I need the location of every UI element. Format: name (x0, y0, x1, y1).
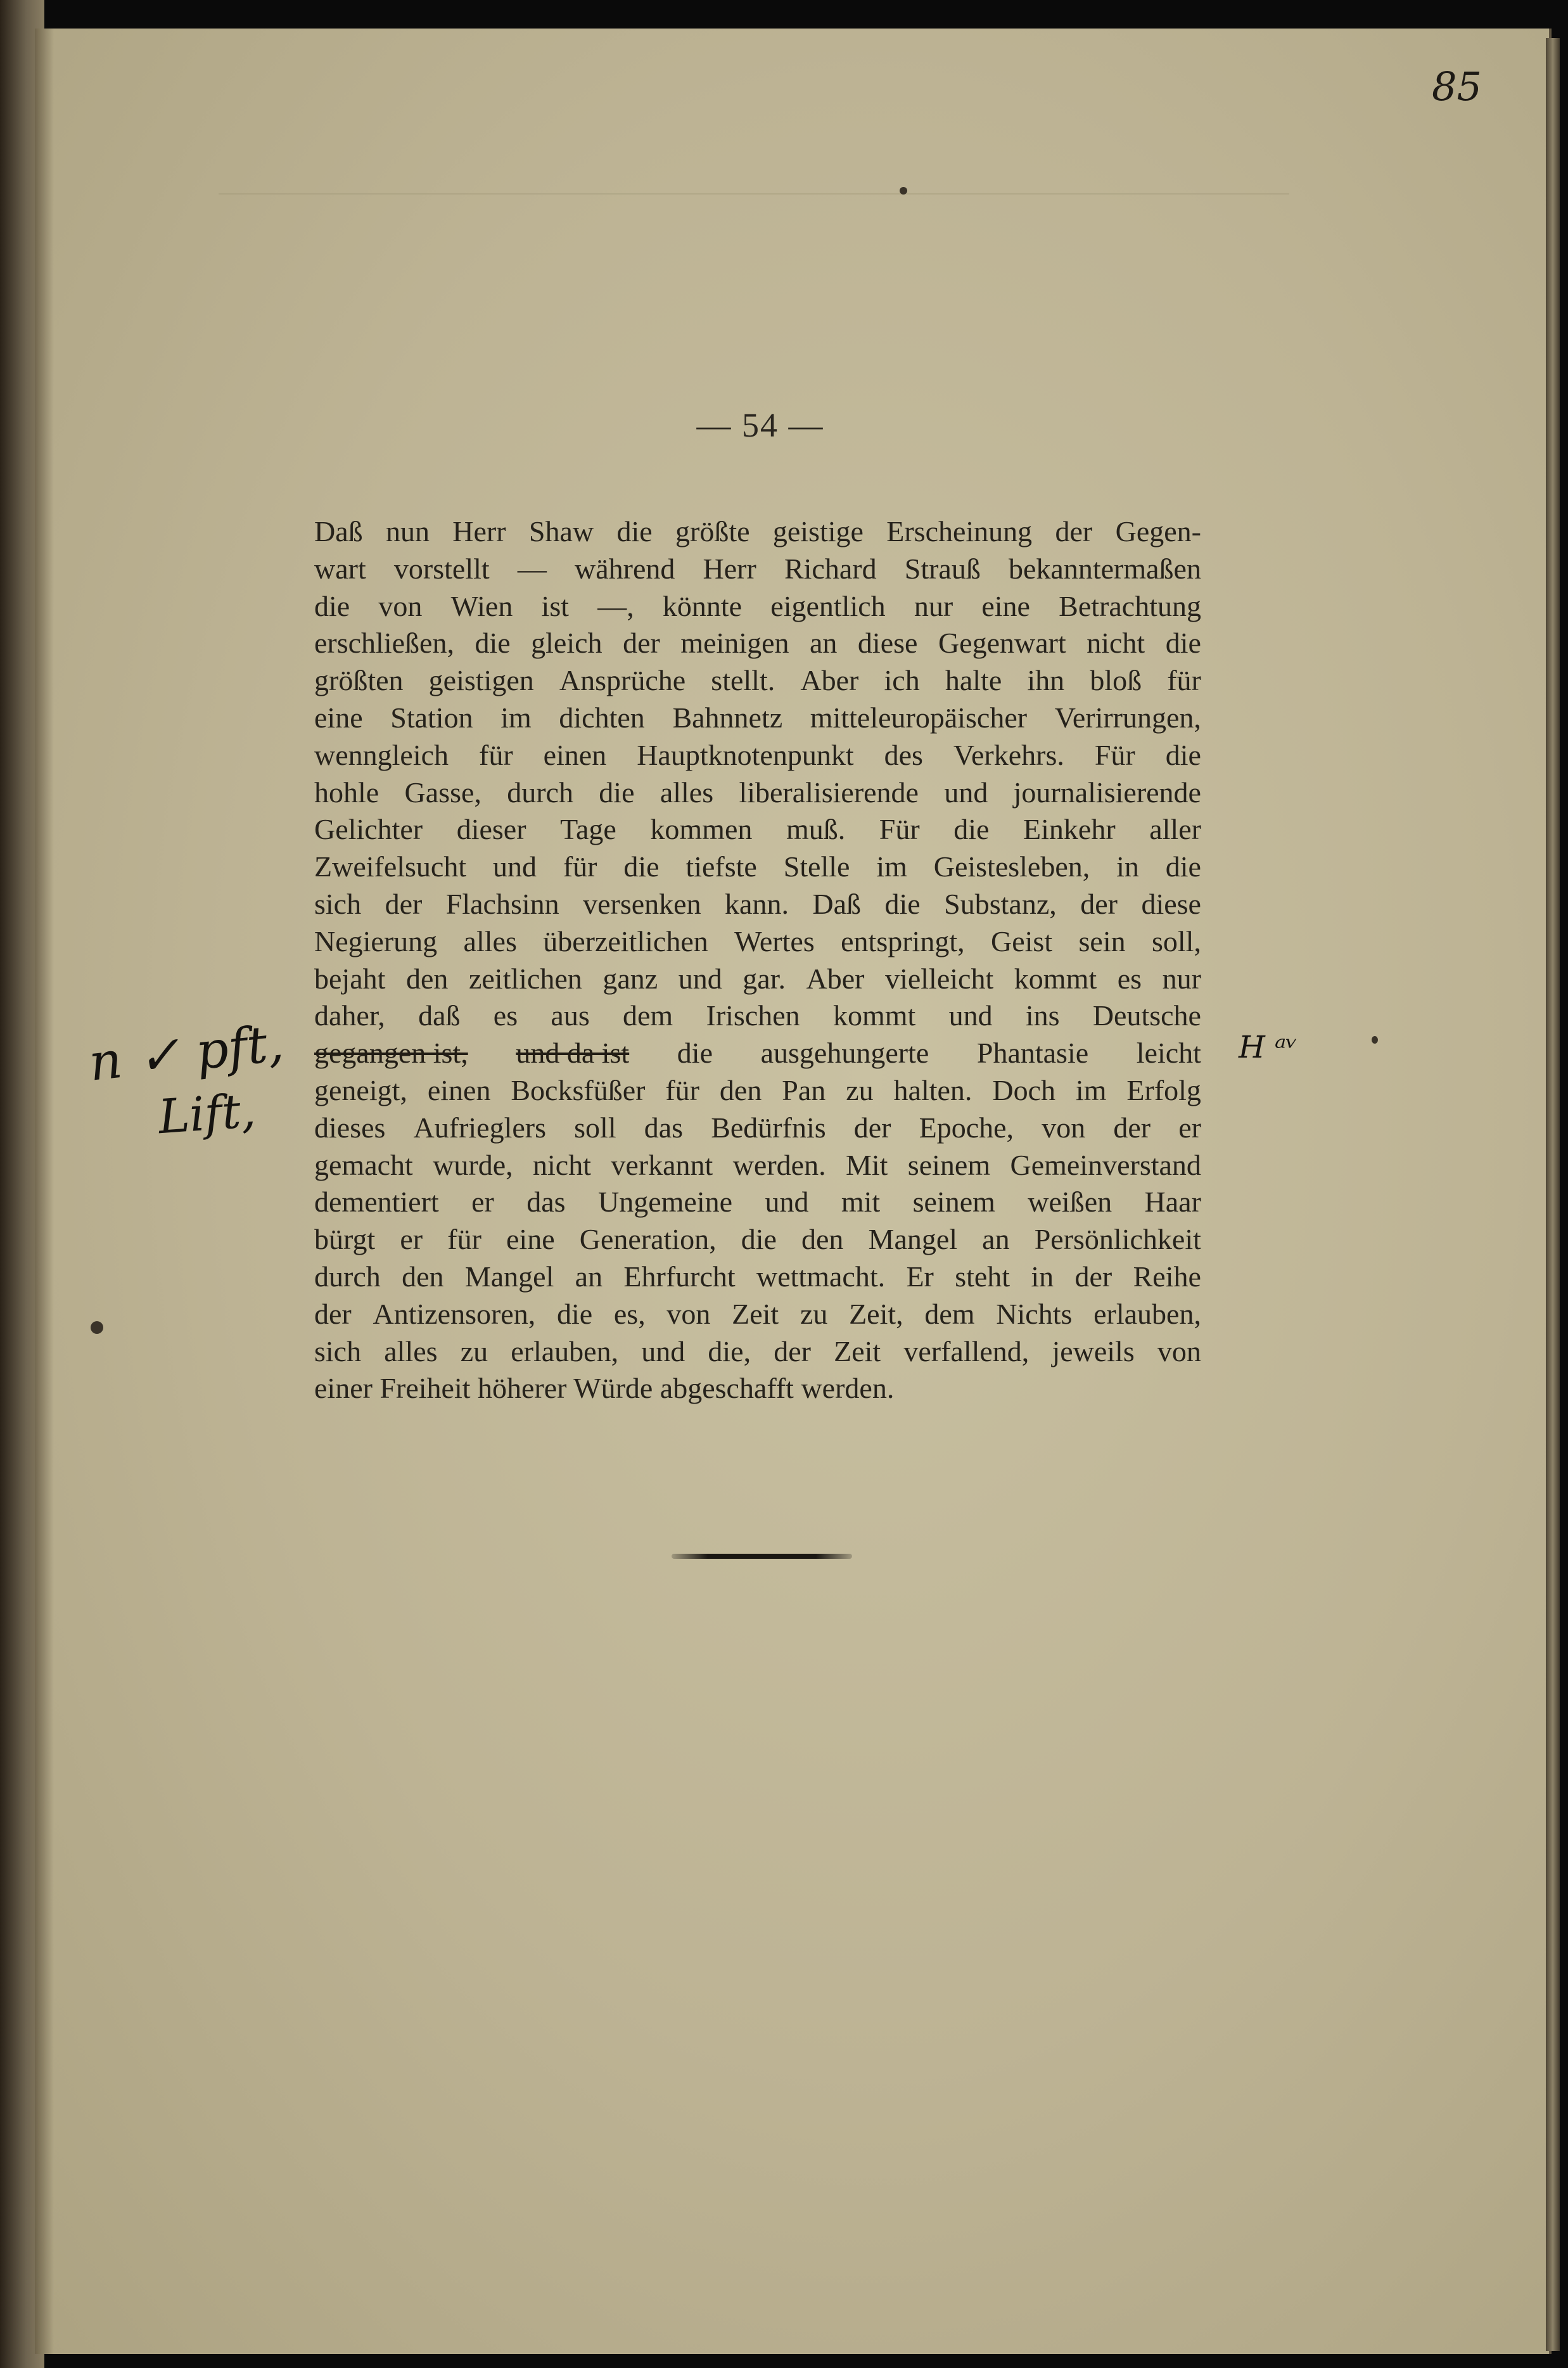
word: bekanntermaßen (1009, 552, 1201, 585)
word: Er (906, 1260, 934, 1293)
text-line (314, 1110, 1201, 1147)
word: werden. (732, 1148, 826, 1181)
word: einen (427, 1073, 491, 1106)
word: seinem (912, 1186, 995, 1219)
word: sich (314, 1334, 362, 1367)
word: Haar (1144, 1186, 1201, 1219)
word: eigentlich (770, 589, 886, 622)
word: gleich (531, 627, 602, 660)
word: Zeit, (849, 1297, 903, 1330)
word: dem (623, 999, 673, 1032)
word: jeweils (1052, 1334, 1135, 1367)
word: Zeit (732, 1297, 779, 1330)
word: es (1117, 962, 1142, 995)
word: Einkehr (1023, 813, 1116, 846)
text-line (314, 625, 1201, 662)
word: er (400, 1223, 423, 1256)
word: der (314, 1297, 352, 1330)
word: halten. (893, 1073, 972, 1106)
word: der (853, 1111, 891, 1144)
word: Persönlichkeit (1034, 1223, 1201, 1256)
text-line (314, 1147, 1201, 1184)
word: nur (914, 589, 953, 622)
word: daher, (314, 999, 385, 1032)
word: und (765, 1186, 809, 1219)
word: journalisierende (1013, 776, 1201, 809)
word: die (556, 1297, 593, 1330)
word: die (623, 850, 660, 883)
word: Betrachtung (1059, 589, 1201, 622)
word: nicht (1087, 627, 1145, 660)
word: der (385, 887, 423, 920)
word: der (1055, 515, 1093, 547)
word: den (402, 1260, 444, 1293)
text-line (314, 1296, 1201, 1333)
margin-note-left-1: n ✓ pft, (86, 1013, 286, 1092)
word: die (314, 589, 350, 622)
word: die (616, 515, 653, 547)
word: hohle (314, 776, 379, 809)
word: — (517, 552, 547, 585)
word: im (876, 850, 907, 883)
word: Verkehrs. (953, 738, 1064, 771)
word: Station (390, 701, 473, 734)
text-line (314, 961, 1201, 998)
word: dem (924, 1297, 975, 1330)
word: der (623, 627, 660, 660)
word: sich (314, 887, 362, 920)
word: an (575, 1260, 603, 1293)
word: an (982, 1223, 1010, 1256)
word: und (948, 999, 993, 1032)
word: Aber (806, 962, 865, 995)
word: der (1074, 1260, 1112, 1293)
word: die, (708, 1334, 751, 1367)
word: den (405, 962, 449, 995)
text-line-with-strikethrough (314, 1035, 1201, 1072)
text-line (314, 1184, 1201, 1221)
word: Gemeinverstand (1010, 1148, 1201, 1181)
word: Gelichter (314, 813, 423, 846)
word: Bocksfüßer (511, 1073, 646, 1106)
word: von (666, 1297, 711, 1330)
word: Negierung (314, 925, 438, 957)
text-line (314, 1333, 1201, 1371)
word: eine (506, 1223, 555, 1256)
word: Pan (782, 1073, 826, 1106)
word: im (1075, 1073, 1107, 1106)
struck-text: gegangen ist, (314, 1037, 468, 1070)
word: ihn (1027, 664, 1065, 697)
word: bloß (1090, 664, 1142, 697)
word: diese (1141, 887, 1201, 920)
word: die (1165, 627, 1201, 660)
word: die (599, 776, 635, 809)
word: Geist (991, 925, 1053, 957)
word: Strauß (904, 552, 981, 585)
word: soll (574, 1111, 616, 1144)
word: daß (418, 999, 461, 1032)
word: vorstellt (393, 552, 490, 585)
word: mitteleuropäischer (810, 701, 1028, 734)
word: zu (460, 1334, 488, 1367)
word: an (810, 627, 838, 660)
word: alles (463, 925, 517, 957)
margin-note-right: H ᵃᵛ (1239, 1030, 1298, 1065)
word: kommen (650, 813, 753, 846)
word: die (953, 813, 990, 846)
word: und (944, 776, 988, 809)
word: Shaw (528, 515, 594, 547)
word: der (774, 1334, 811, 1367)
text-line (314, 1221, 1201, 1258)
word: Zeit (834, 1334, 881, 1367)
word: Flachsinn (445, 887, 559, 920)
word: Ungemeine (598, 1186, 733, 1219)
word: Aufrieglers (413, 1111, 547, 1144)
word: Daß (812, 887, 862, 920)
word: nur (1162, 962, 1201, 995)
word: er (1178, 1111, 1201, 1144)
word: ganz (602, 962, 658, 995)
word: ausgehungerte (760, 1037, 929, 1070)
word: Wertes (734, 925, 815, 957)
word: es (493, 999, 518, 1032)
word: könnte (662, 589, 743, 622)
word: Bahnnetz (672, 701, 783, 734)
word: für (665, 1073, 699, 1106)
body-text (314, 513, 1201, 1407)
word: Reihe (1133, 1260, 1201, 1293)
word: vielleicht (885, 962, 994, 995)
word: Antizensoren, (373, 1297, 536, 1330)
word: geistige (772, 515, 864, 547)
word: tiefste (685, 850, 757, 883)
word: von (1042, 1111, 1086, 1144)
word: entspringt, (841, 925, 965, 957)
word: muß. (786, 813, 846, 846)
word: Für (879, 813, 920, 846)
word: Deutsche (1092, 999, 1201, 1032)
page-gutter-shadow (35, 29, 54, 2354)
word: Zweifelsucht (314, 850, 467, 883)
word: der (1113, 1111, 1151, 1144)
word: das (526, 1186, 566, 1219)
stain-dot (91, 1321, 103, 1334)
word: den (801, 1223, 844, 1256)
word: Epoche, (919, 1111, 1014, 1144)
word: nicht (533, 1148, 592, 1181)
word: halte (945, 664, 1002, 697)
word: während (574, 552, 675, 585)
word: zu (800, 1297, 828, 1330)
word: wettmacht. (756, 1260, 886, 1293)
text-line (314, 1258, 1201, 1296)
word: erschließen, (314, 627, 454, 660)
word: ins (1025, 999, 1060, 1032)
page-number: — 54 — (696, 406, 824, 444)
word: des (884, 738, 923, 771)
word: kommt (1014, 962, 1097, 995)
word: Mit (845, 1148, 888, 1181)
page-stack-edge (1546, 38, 1560, 2351)
text-line-last: einer Freiheit höherer Würde abgeschafft werden. (314, 1372, 895, 1405)
word: Daß (314, 515, 363, 547)
word: Mangel (464, 1260, 554, 1293)
word: in (1116, 850, 1139, 883)
word: größte (675, 515, 750, 547)
word: soll, (1152, 925, 1201, 957)
word: für (447, 1223, 481, 1256)
text-line (314, 886, 1201, 923)
word: Herr (452, 515, 506, 547)
word: Erscheinung (886, 515, 1033, 547)
stain-dot (1372, 1036, 1378, 1044)
word: mit (841, 1186, 881, 1219)
word: Für (1094, 738, 1135, 771)
word: durch (507, 776, 573, 809)
word: leicht (1136, 1037, 1201, 1070)
word: eine (314, 701, 363, 734)
word: Irischen (706, 999, 800, 1032)
text-line (314, 737, 1201, 774)
word: er (471, 1186, 494, 1219)
word: durch (314, 1260, 381, 1293)
word: verfallend, (903, 1334, 1029, 1367)
word: einen (543, 738, 607, 771)
word: aller (1149, 813, 1201, 846)
word: meinigen (680, 627, 789, 660)
word: alles (384, 1334, 438, 1367)
word: weißen (1028, 1186, 1112, 1219)
word: Gegen- (1115, 515, 1201, 547)
word: Herr (703, 552, 756, 585)
word: für (479, 738, 513, 771)
word: der (1080, 887, 1118, 920)
text-line (314, 662, 1201, 700)
word: liberalisierende (739, 776, 919, 809)
word: für (563, 850, 597, 883)
struck-text: und da ist (516, 1037, 630, 1070)
word: im (500, 701, 532, 734)
word: Geistesleben, (933, 850, 1090, 883)
word: dieser (456, 813, 526, 846)
word: geneigt, (314, 1073, 407, 1106)
text-line (314, 588, 1201, 625)
word: Richard (784, 552, 877, 585)
word: Ehrfurcht (623, 1260, 736, 1293)
word: wart (314, 552, 366, 585)
word: Nichts (996, 1297, 1073, 1330)
handwritten-folio-number: 85 (1432, 63, 1482, 110)
word: Aber (800, 664, 859, 697)
word: wenngleich (314, 738, 449, 771)
stain-dot (900, 187, 907, 195)
word: und (678, 962, 722, 995)
word: verkannt (611, 1148, 713, 1181)
word: es, (613, 1297, 646, 1330)
word: nun (385, 515, 430, 547)
text-line (314, 997, 1201, 1035)
word: gemacht (314, 1148, 413, 1181)
word: ich (884, 664, 920, 697)
word: für (1167, 664, 1201, 697)
word: dementiert (314, 1186, 439, 1219)
word: erlauben, (1093, 1297, 1201, 1330)
word: Stelle (783, 850, 850, 883)
word: die (741, 1223, 777, 1256)
text-line (314, 811, 1201, 848)
text-line (314, 848, 1201, 886)
word: Verirrungen, (1054, 701, 1201, 734)
word: Gegenwart (938, 627, 1066, 660)
word: seinem (907, 1148, 991, 1181)
text-line (314, 513, 1201, 551)
word: stellt. (711, 664, 775, 697)
word: Ansprüche (559, 664, 686, 697)
word: dieses (314, 1111, 386, 1144)
word: größten (314, 664, 404, 697)
word: Bedürfnis (711, 1111, 826, 1144)
word: geistigen (428, 664, 534, 697)
word: —, (597, 589, 634, 622)
word: steht (955, 1260, 1010, 1293)
text-line (314, 700, 1201, 737)
word: sein (1078, 925, 1126, 957)
word: eine (981, 589, 1030, 622)
text-line (314, 551, 1201, 588)
word: das (644, 1111, 684, 1144)
text-line (314, 923, 1201, 961)
word: Gasse, (404, 776, 481, 809)
word: zeitlichen (468, 962, 582, 995)
word: kommt (832, 999, 916, 1032)
word: von (1157, 1334, 1201, 1367)
margin-note-left-2: Lift, (156, 1083, 258, 1145)
word: aus (551, 999, 590, 1032)
word: die (677, 1037, 713, 1070)
word: alles (660, 776, 714, 809)
word: den (719, 1073, 762, 1106)
word: diese (857, 627, 918, 660)
word: Tage (560, 813, 616, 846)
text-line (314, 1072, 1201, 1110)
word: erlauben, (511, 1334, 619, 1367)
text-line (314, 774, 1201, 812)
word: Substanz, (944, 887, 1057, 920)
word: ist (541, 589, 570, 622)
word: in (1031, 1260, 1054, 1293)
word: Phantasie (976, 1037, 1089, 1070)
word: Doch (992, 1073, 1055, 1106)
word: Mangel (868, 1223, 958, 1256)
word: und (493, 850, 537, 883)
word: und (641, 1334, 685, 1367)
word: versenken (583, 887, 701, 920)
word: zu (846, 1073, 874, 1106)
word: Erfolg (1126, 1073, 1201, 1106)
end-rule-ornament (672, 1554, 852, 1559)
word: von (378, 589, 423, 622)
word: die (884, 887, 921, 920)
word: Generation, (579, 1223, 717, 1256)
word: wurde, (433, 1148, 513, 1181)
word: bejaht (314, 962, 386, 995)
word: die (1165, 738, 1201, 771)
word: die (475, 627, 511, 660)
word: dichten (559, 701, 645, 734)
word: Hauptknotenpunkt (637, 738, 854, 771)
word: gar. (743, 962, 786, 995)
word: Wien (450, 589, 513, 622)
word: kann. (725, 887, 789, 920)
word: bürgt (314, 1223, 376, 1256)
word: die (1165, 850, 1201, 883)
word: überzeitlichen (543, 925, 708, 957)
